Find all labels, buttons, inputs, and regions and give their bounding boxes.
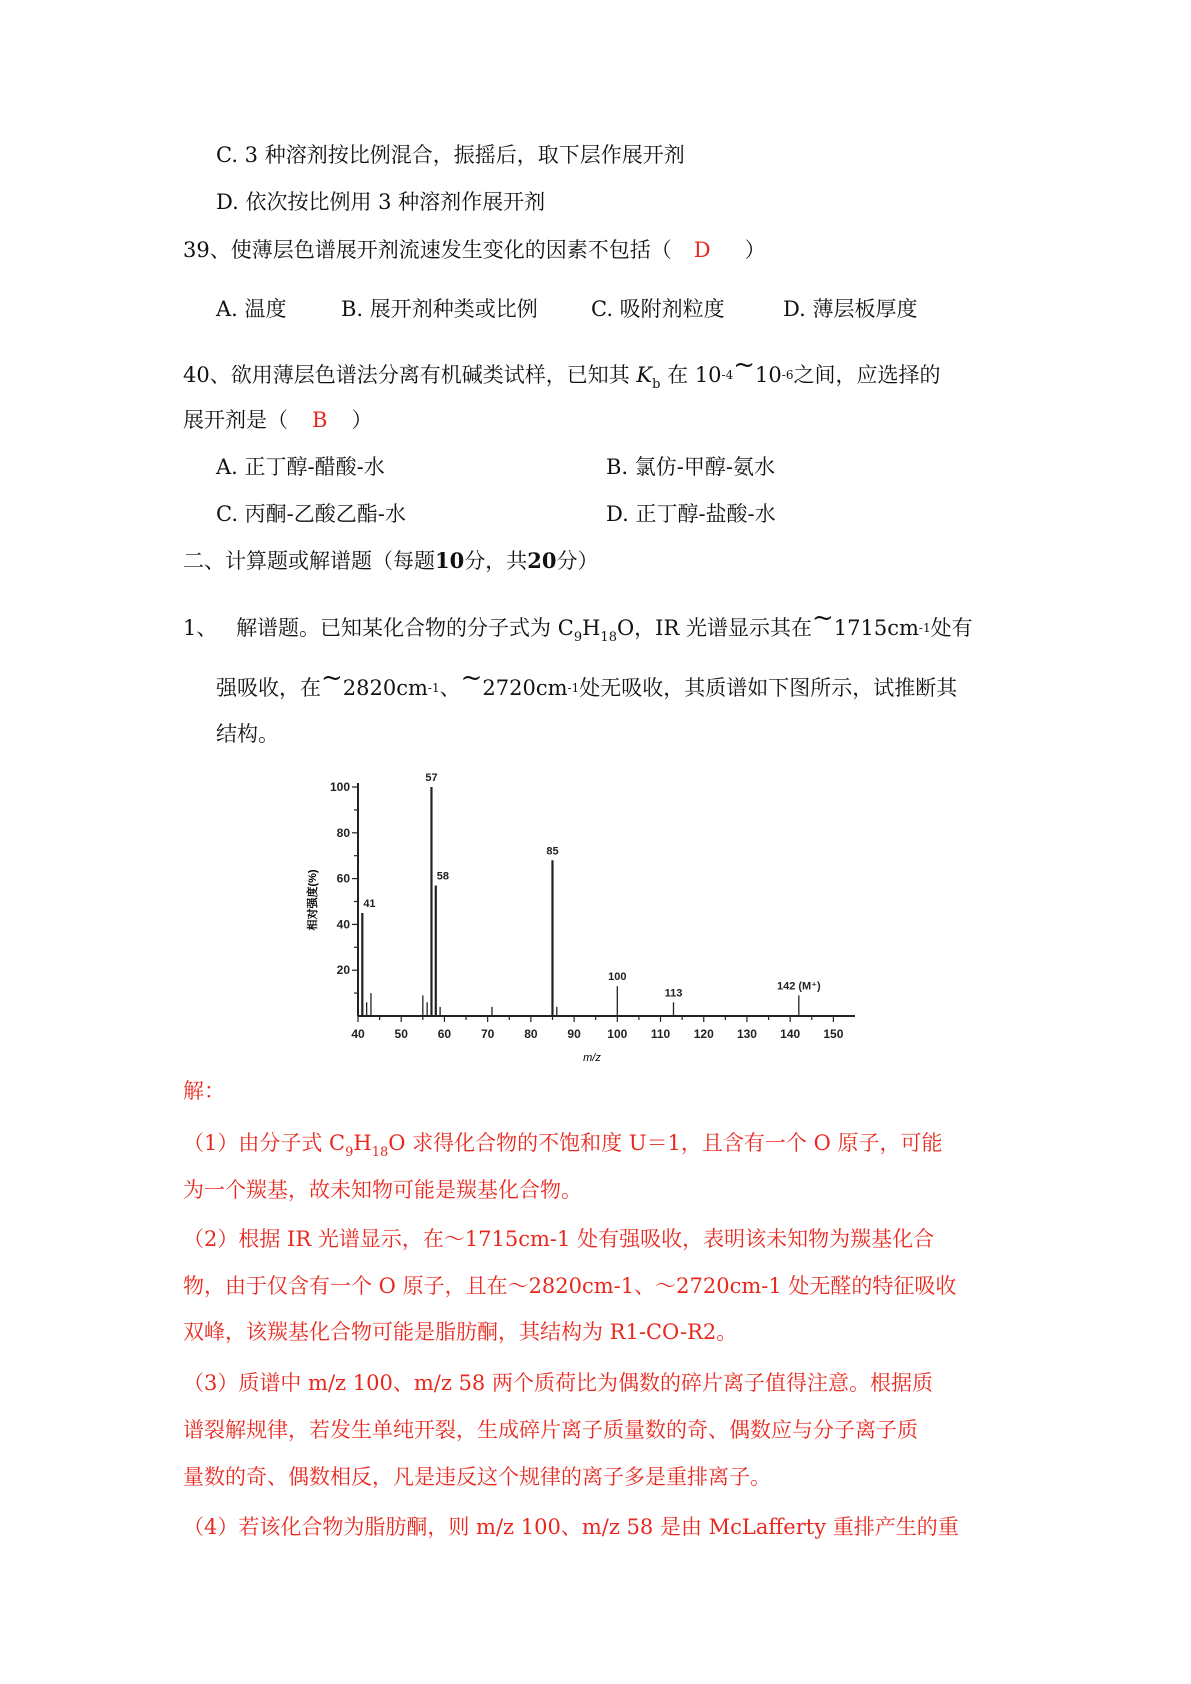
section-2-a: 二、计算题或解谱题（每题 xyxy=(183,549,435,573)
y-tick-label: 20 xyxy=(336,963,350,978)
tilde-3: ~ xyxy=(460,663,483,693)
solution-line-7: 量数的奇、偶数相反，凡是违反这个规律的离子多是重排离子。 xyxy=(183,1465,771,1489)
problem-1-text-a: 解谱题。已知某化合物的分子式为 C xyxy=(236,616,574,640)
y-tick-label: 60 xyxy=(336,871,350,886)
exp-1: -1 xyxy=(918,621,931,635)
q38-option-c: C. 3 种溶剂按比例混合，振摇后，取下层作展开剂 xyxy=(216,143,685,167)
formula-sub-9: 9 xyxy=(573,630,583,645)
problem-1-line1 xyxy=(183,603,973,647)
chart-peaks xyxy=(362,787,798,1016)
q39-answer: D xyxy=(693,238,711,262)
q40-option-d: D. 正丁醇-盐酸-水 xyxy=(606,502,776,526)
q40-answer: B xyxy=(312,408,328,432)
x-tick-label: 80 xyxy=(524,1027,538,1041)
solution-line-1b: 为一个羰基，故未知物可能是羰基化合物。 xyxy=(183,1178,582,1202)
problem-1-line3: 结构。 xyxy=(216,722,279,746)
x-tick-label: 70 xyxy=(480,1027,495,1041)
x-tick-label: 150 xyxy=(823,1027,844,1041)
problem-1-text-c: 1715cm xyxy=(833,616,919,640)
section-2-heading xyxy=(183,546,598,576)
section-2-points: 10 xyxy=(435,548,465,573)
q40-stem-b: 在 10 xyxy=(667,363,722,387)
q38-option-d: D. 依次按比例用 3 种溶剂作展开剂 xyxy=(216,190,546,214)
section-2-c: 分，共 xyxy=(464,549,528,573)
x-tick-label: 40 xyxy=(351,1027,365,1041)
x-tick-label: 60 xyxy=(437,1027,452,1041)
y-axis-label: 相对强度(%) xyxy=(307,869,319,931)
solution-1-rest: O 求得化合物的不饱和度 U＝1，且含有一个 O 原子，可能 xyxy=(388,1131,943,1155)
q40-exp1: -4 xyxy=(721,368,734,382)
section-2-e: 分） xyxy=(556,549,599,573)
q40-stem-line1 xyxy=(183,350,941,394)
q39-options xyxy=(216,294,917,324)
q40-k-sub: b xyxy=(652,377,661,392)
peak-label: 57 xyxy=(425,772,438,784)
section-2-total: 20 xyxy=(527,548,557,573)
solution-line-8: （4）若该化合物为脂肪酮，则 m/z 100、m/z 58 是由 McLafferty 重排产生的重 xyxy=(183,1515,959,1539)
peak-label: 85 xyxy=(546,845,559,858)
solution-sub-18: 18 xyxy=(371,1145,389,1160)
solution-heading: 解： xyxy=(183,1079,225,1103)
problem-1-text-f: 2820cm xyxy=(342,676,428,700)
mass-spectrum-chart xyxy=(300,765,870,1070)
q39-stem xyxy=(183,235,766,265)
q40-options-row1 xyxy=(216,452,775,482)
x-tick-label: 110 xyxy=(650,1027,671,1041)
formula-h: H xyxy=(582,616,601,640)
problem-1-text-g: 、 xyxy=(439,676,461,700)
x-axis-label: m/z xyxy=(583,1052,601,1064)
q39-close: ） xyxy=(744,238,766,262)
formula-sub-18: 18 xyxy=(600,630,617,645)
tilde-1: ~ xyxy=(811,603,834,633)
solution-line-5: （3）质谱中 m/z 100、m/z 58 两个质荷比为偶数的碎片离子值得注意。根据质 xyxy=(183,1371,933,1395)
q40-close: ） xyxy=(351,408,373,432)
peak-label: 58 xyxy=(436,870,450,883)
q40-tilde: ~ xyxy=(733,350,756,380)
q39-option-a: A. 温度 xyxy=(216,297,287,321)
solution-h: H xyxy=(353,1131,372,1155)
solution-line-2: （2）根据 IR 光谱显示，在～1715cm-1 处有强吸收，表明该未知物为羰基化合 xyxy=(183,1227,935,1251)
exp-2: -1 xyxy=(427,681,440,695)
x-tick-label: 100 xyxy=(607,1027,628,1041)
solution-line-3: 物，由于仅含有一个 O 原子，且在～2820cm-1、～2720cm-1 处无醛的特征吸收 xyxy=(183,1274,957,1298)
x-tick-label: 130 xyxy=(736,1027,757,1041)
q40-stem-c: 10 xyxy=(755,363,782,387)
y-tick-label: 100 xyxy=(329,780,350,794)
q39-option-d: D. 薄层板厚度 xyxy=(783,297,918,321)
peak-label: 113 xyxy=(664,987,683,1000)
problem-1-number: 1、 xyxy=(183,616,218,640)
y-tick-label: 80 xyxy=(336,825,350,840)
chart-axes xyxy=(330,780,855,1041)
q40-option-c: C. 丙酮-乙酸乙酯-水 xyxy=(216,502,406,526)
y-tick-label: 40 xyxy=(336,917,350,932)
q39-option-b: B. 展开剂种类或比例 xyxy=(341,297,538,321)
peak-label: 100 xyxy=(608,971,627,984)
problem-1-text-h: 2720cm xyxy=(482,676,568,700)
problem-1-line2 xyxy=(216,663,958,706)
solution-line-1 xyxy=(183,1128,942,1162)
problem-1-text-d: 处有 xyxy=(930,616,973,640)
x-tick-label: 140 xyxy=(780,1027,801,1041)
tilde-2: ~ xyxy=(321,663,343,693)
q40-k-symbol: K xyxy=(636,363,653,387)
q40-stem2: 展开剂是（ xyxy=(183,408,288,432)
problem-1-text-e: 强吸收，在 xyxy=(216,676,321,700)
solution-line-6: 谱裂解规律，若发生单纯开裂，生成碎片离子质量数的奇、偶数应与分子离子质 xyxy=(183,1418,918,1442)
peak-label: 41 xyxy=(363,897,376,910)
q40-options-row2 xyxy=(216,499,776,529)
problem-1-text-b: O，IR 光谱显示其在 xyxy=(616,616,812,640)
x-tick-label: 50 xyxy=(394,1027,408,1041)
x-tick-label: 120 xyxy=(693,1027,714,1041)
solution-sub-9: 9 xyxy=(345,1145,354,1160)
q40-stem-d: 之间，应选择的 xyxy=(793,363,941,387)
q40-option-b: B. 氯仿-甲醇-氨水 xyxy=(606,455,775,479)
peak-label: 142 (M⁺) xyxy=(776,980,821,993)
solution-1-start: （1）由分子式 C xyxy=(183,1131,346,1155)
q40-stem-line2 xyxy=(183,405,372,435)
exp-3: -1 xyxy=(567,681,580,695)
q40-exp2: -6 xyxy=(781,368,794,382)
solution-line-4: 双峰，该羰基化合物可能是脂肪酮，其结构为 R1-CO-R2。 xyxy=(183,1320,738,1344)
q39-option-c: C. 吸附剂粒度 xyxy=(591,297,725,321)
q40-option-a: A. 正丁醇-醋酸-水 xyxy=(216,455,385,479)
problem-1-text-i: 处无吸收，其质谱如下图所示，试推断其 xyxy=(579,676,958,700)
x-tick-label: 90 xyxy=(567,1027,581,1041)
q40-stem-a: 40、欲用薄层色谱法分离有机碱类试样，已知其 xyxy=(183,363,630,387)
q39-stem-text: 39、使薄层色谱展开剂流速发生变化的因素不包括（ xyxy=(183,238,672,262)
